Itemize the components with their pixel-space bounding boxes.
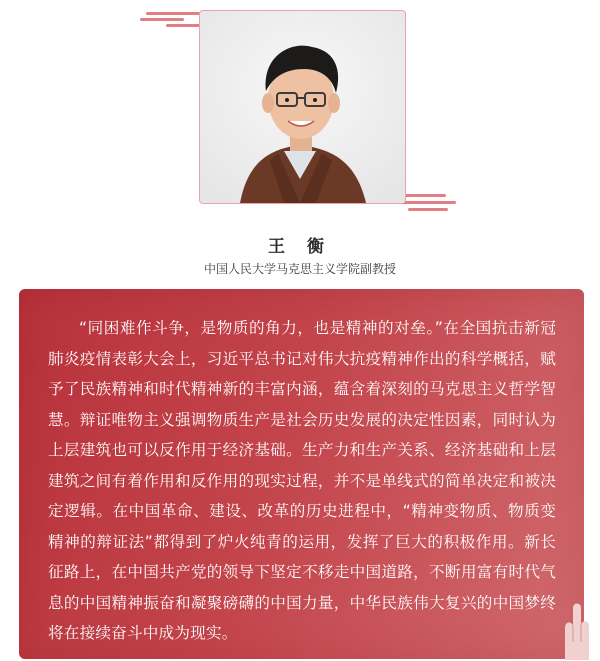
person-title: 中国人民大学马克思主义学院副教授 [203,262,396,276]
person-name: 王 衡 [268,237,332,257]
portrait-photo [199,10,406,204]
hand-ornament-icon [555,598,597,660]
portrait-illustration [200,11,405,203]
quote-text: “同困难作斗争，是物质的角力，也是精神的对垒。”在全国抗击新冠肺炎疫情表彰大会上，习近平总书记对伟大抗疫精神作出的科学概括，赋予了民族精神和时代精神新的丰富内涵，蕴含着深刻的马克思主义哲学智慧。辩证唯物主义强调物质生产是社会历史发展的决定性因素，同时认为上层建筑也可以反作用于经济基础。生产力和生产关系、经济基础和上层建筑之间有着作用和反作用的现实过程，并不是单线式的简单决定和被决定逻辑。在中国革命、建设、改革的历史进程中，“精神变物质、物质变精神的辩证法”都得到了炉火纯青的运用，发挥了巨大的积极作用。新长征路上，在中国共产党的领导下坚定不移走中国道路，不断用富有时代气息的中国精神振奋和凝聚磅礴的中国力量，中华民族伟大复兴的中国梦终将在接续奋斗中成为现实。 [48,319,556,642]
